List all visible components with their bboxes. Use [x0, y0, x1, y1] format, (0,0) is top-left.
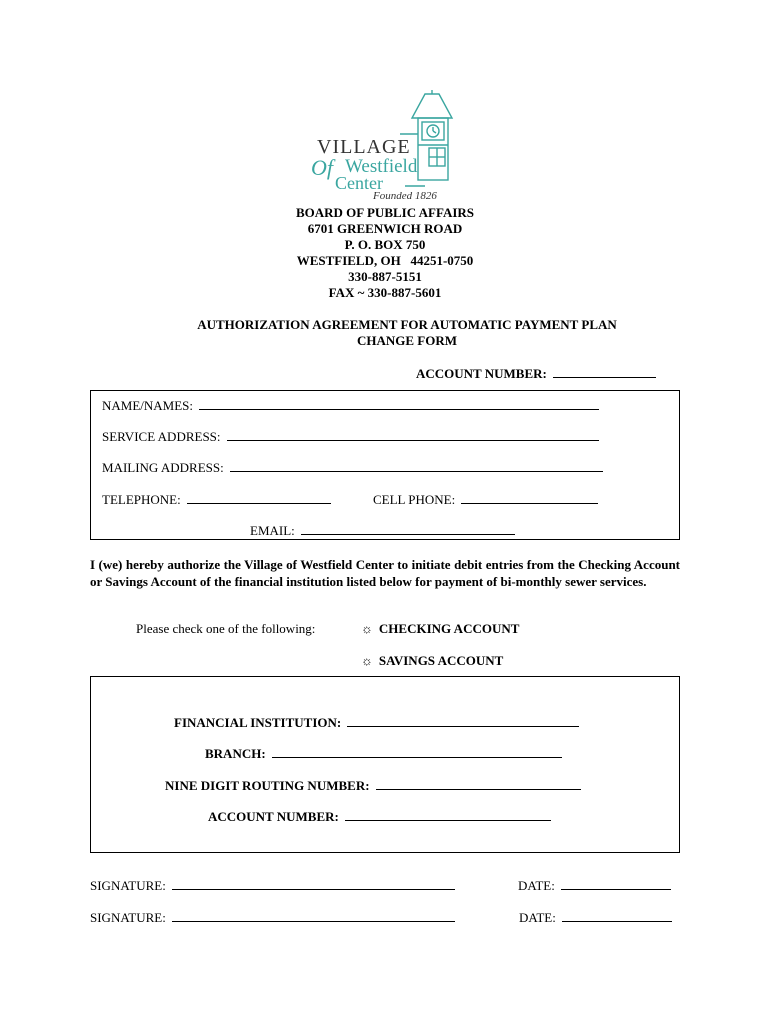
check-prompt: Please check one of the following: — [136, 621, 316, 636]
signature-field[interactable] — [172, 877, 455, 890]
form-title: AUTHORIZATION AGREEMENT FOR AUTOMATIC PAYMENT PLAN — [197, 317, 617, 332]
signature-field[interactable] — [172, 909, 455, 922]
telephone-field[interactable] — [187, 491, 331, 504]
telephone-label: TELEPHONE: — [102, 492, 181, 507]
service-address-field[interactable] — [227, 428, 599, 441]
date-label: DATE: — [519, 910, 556, 925]
branch-field[interactable] — [272, 745, 562, 758]
date-label: DATE: — [518, 878, 555, 893]
signature-row-2 — [90, 909, 455, 926]
service-address-label: SERVICE ADDRESS: — [102, 429, 221, 444]
city-state-zip: WESTFIELD, OH 44251-0750 — [296, 253, 474, 268]
account-number-field[interactable] — [553, 365, 656, 378]
logo-founded-text: Founded 1826 — [373, 190, 437, 202]
checking-account-option[interactable] — [361, 621, 519, 637]
routing-label: NINE DIGIT ROUTING NUMBER: — [165, 778, 370, 793]
bank-account-label: ACCOUNT NUMBER: — [208, 809, 339, 824]
name-field[interactable] — [199, 397, 599, 410]
checkbox-icon[interactable]: ☼ — [361, 621, 373, 636]
institution-label: FINANCIAL INSTITUTION: — [174, 715, 342, 730]
routing-row — [165, 777, 581, 794]
bank-info-box — [90, 676, 680, 853]
checkbox-icon[interactable]: ☼ — [361, 653, 373, 668]
village-logo — [305, 90, 475, 205]
account-number-label: ACCOUNT NUMBER: — [416, 366, 547, 381]
logo-center-text: Center — [335, 173, 383, 193]
mailing-address-row — [102, 459, 603, 476]
institution-row — [174, 714, 579, 731]
cell-phone-row — [373, 491, 598, 508]
signature-row-1 — [90, 877, 455, 894]
routing-field[interactable] — [376, 777, 581, 790]
top-account-number — [416, 365, 656, 382]
signature-label: SIGNATURE: — [90, 878, 166, 893]
bank-account-field[interactable] — [345, 808, 551, 821]
street-address: 6701 GREENWICH ROAD — [307, 221, 463, 236]
email-label: EMAIL: — [250, 523, 295, 538]
mailing-address-field[interactable] — [230, 459, 603, 472]
date-field[interactable] — [561, 877, 671, 890]
branch-row — [205, 745, 562, 762]
savings-account-option[interactable] — [361, 653, 503, 669]
fax-number: FAX ~ 330-887-5601 — [328, 285, 442, 300]
institution-field[interactable] — [347, 714, 579, 727]
logo-westfield-text: Westfield — [345, 156, 418, 177]
mailing-address-label: MAILING ADDRESS: — [102, 460, 224, 475]
checking-account-label: CHECKING ACCOUNT — [378, 621, 520, 636]
logo-of-text: Of — [311, 155, 333, 180]
logo-village-text: VILLAGE — [317, 136, 411, 158]
telephone-row — [102, 491, 331, 508]
org-name: BOARD OF PUBLIC AFFAIRS — [295, 205, 475, 220]
date-field[interactable] — [562, 909, 672, 922]
form-subtitle: CHANGE FORM — [356, 333, 458, 348]
savings-account-label: SAVINGS ACCOUNT — [378, 653, 504, 668]
date-row-2 — [519, 909, 672, 926]
branch-label: BRANCH: — [205, 746, 266, 761]
name-row — [102, 397, 599, 414]
name-label: NAME/NAMES: — [102, 398, 194, 413]
service-address-row — [102, 428, 599, 445]
po-box: P. O. BOX 750 — [344, 237, 426, 252]
authorization-text: I (we) hereby authorize the Village of Westfield Center to initiate debit entries from the Checking Account or Savings Account of the financial institution listed below for payment of bi-monthly sewer services. — [90, 557, 680, 589]
email-row — [250, 522, 515, 539]
bank-account-row — [208, 808, 551, 825]
date-row-1 — [518, 877, 671, 894]
cell-phone-label: CELL PHONE: — [373, 492, 456, 507]
email-field[interactable] — [301, 522, 515, 535]
phone-number: 330-887-5151 — [348, 269, 422, 284]
cell-phone-field[interactable] — [461, 491, 598, 504]
signature-label: SIGNATURE: — [90, 910, 166, 925]
